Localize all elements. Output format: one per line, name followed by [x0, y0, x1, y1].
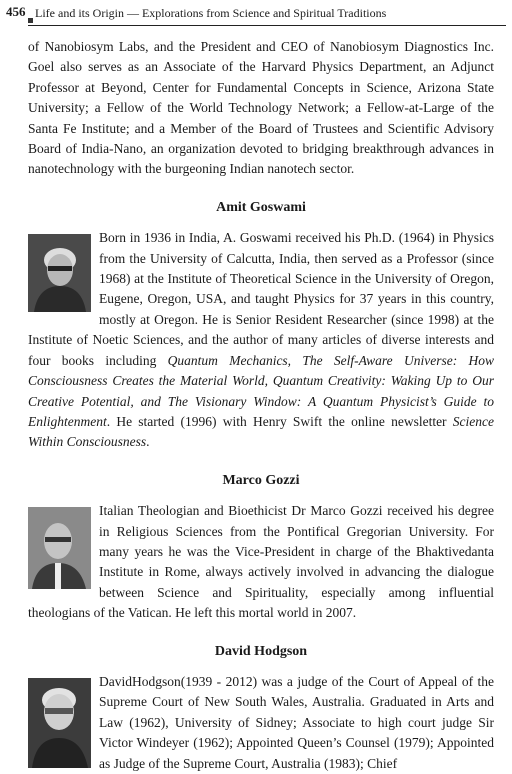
- portrait-hodgson: [28, 678, 91, 768]
- page-header: [6, 4, 506, 26]
- portrait-goswami: [28, 234, 91, 312]
- book-titles: Quantum Mechanics, The Self-Aware Universe: How Consciousness Creates the Material World, Quantum Creativity: Waking Up to Our Creative Potential, and The Visionary Window: A Quantum Physicist’s Guide to Enlightenment: [28, 352, 494, 429]
- bio-text-gozzi: Italian Theologian and Bioethicist Dr Marco Gozzi received his degree in Religious Sciences from the Pontifical Gregorian University. For many years he was the Vice-President in charge of the Bhaktivedanta Institute in Rome, always actively involved in advancing the dialogue between Science and Spirituality, especially among influential theologians of the Vatican. He left this mortal world in 2007.: [28, 503, 494, 621]
- bio-heading-gozzi: Marco Gozzi: [222, 472, 300, 488]
- portrait-gozzi: [28, 507, 91, 589]
- running-title: Life and its Origin — Explorations from Science and Spiritual Traditions: [35, 6, 387, 20]
- bio-text-hodgson: DavidHodgson(1939 - 2012) was a judge of the Court of Appeal of the Supreme Court of New South Wales, Australia. Graduated in Arts and Law (1962), University of Sidney; Associate to high court judge Sir Victor Windeyer (1962); Appointed Queen’s Counsel (1979); Appointed as Judge of the Supreme Court, Australia (1983); Chief: [99, 673, 494, 771]
- page-number-marker: [28, 18, 33, 23]
- page-number: 456: [6, 4, 26, 19]
- newsletter-title: Science Within Consciousness: [28, 413, 494, 450]
- bio-text-goswami: Born in 1936 in India, A. Goswami received his Ph.D. (1964) in Physics from the University of Calcutta, India, then served as a Professor (since 1968) at the Institute of Theoretical Science in the University of Oregon, Eugene, Oregon, USA, and taught Physics for 37 years in this country, mostly at Oregon. He is Senior Resident Researcher (since 1998) at the Institute of Noetic Sciences, and the author of many articles of diverse interests and four books including Quantum Mechanics, The Self-Aware Universe: How Consciousness Creates the Material World, Quantum Creativity: Waking Up to Our Creative Potential, and The Visionary Window: A Quantum Physicist’s Guide to Enlightenment. He started (1996) with Henry Swift the online newsletter Science Within Consciousness.: [28, 230, 494, 450]
- header-rule: [28, 25, 506, 26]
- bio-heading-hodgson: David Hodgson: [214, 643, 308, 659]
- intro-paragraph: of Nanobiosym Labs, and the President and CEO of Nanobiosym Diagnostics Inc. Goel also serves as an Associate of the Harvard Physics Department, an Adjunct Professor at Beyond, Center for Fundamental Concepts in Science, Arizona State University; a Fellow of the World Technology Network; a Fellow-at-Large of the Santa Fe Institute; and a Member of the Board of Trustees and Scientific Advisory Board of India-Nano, an organization devoted to bridging breakthrough advances in nanotechnology with the burgeoning Indian nanotech sector.: [28, 39, 494, 177]
- bio-heading-goswami: Amit Goswami: [216, 199, 306, 215]
- page-body: [28, 37, 494, 774]
